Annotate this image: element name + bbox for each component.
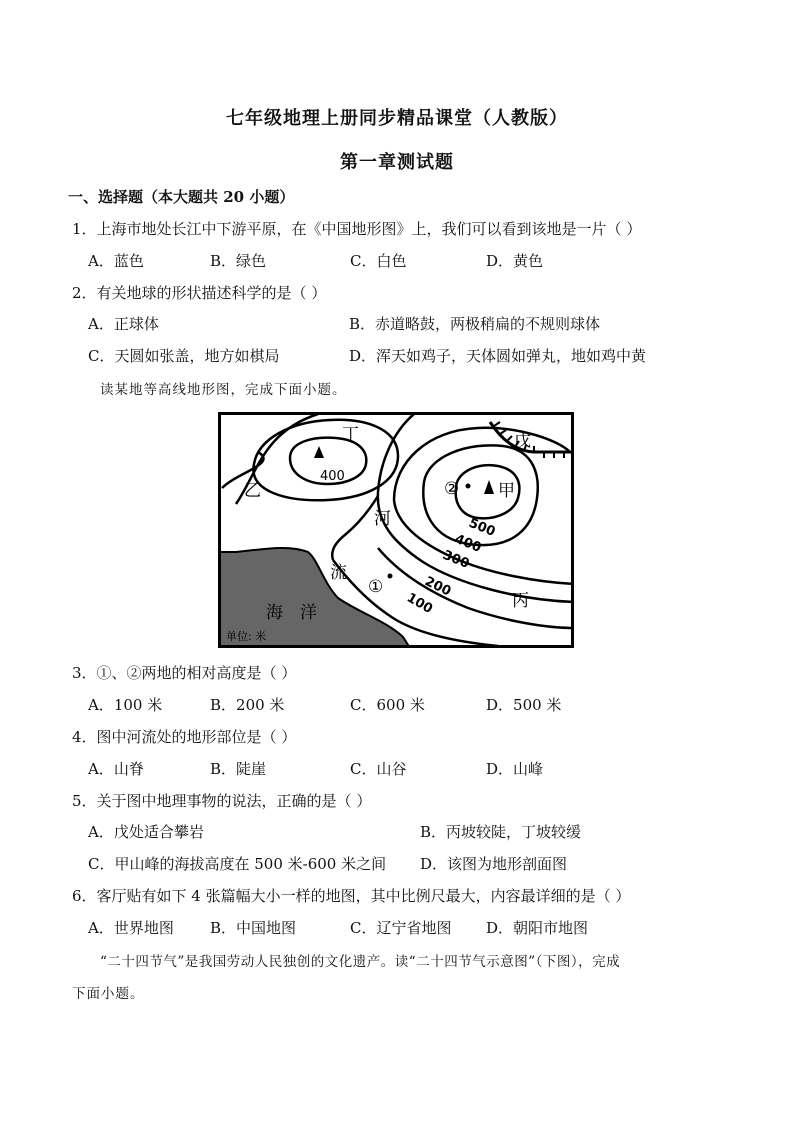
q3-option-d: D．500 米 — [486, 696, 562, 714]
solar-terms-intro-line2: 下面小题。 — [72, 986, 145, 1002]
label-jia: 甲 — [498, 481, 515, 501]
q6-option-c: C．辽宁省地图 — [350, 919, 452, 937]
point-1-dot — [388, 574, 393, 579]
q4-option-c: C．山谷 — [350, 760, 407, 778]
question-3-stem: 3．①、②两地的相对高度是（ ） — [72, 664, 297, 682]
label-liu: 流 — [330, 563, 347, 583]
label-he: 河 — [374, 509, 391, 529]
section-heading: 一、选择题（本大题共 20 小题） — [68, 188, 295, 206]
point-2-dot — [466, 484, 471, 489]
cliff-line — [490, 422, 574, 452]
q3-option-c: C．600 米 — [350, 696, 425, 714]
q4-option-b: B．陡崖 — [210, 760, 267, 778]
q1-option-d: D．黄色 — [486, 252, 544, 270]
q5-option-c: C．甲山峰的海拔高度在 500 米-600 米之间 — [88, 855, 387, 873]
solar-terms-intro-line1: “二十四节气”是我国劳动人民独创的文化遗产。读“二十四节气示意图”（下图），完成 — [100, 954, 621, 970]
elevation-200: 200 — [422, 574, 454, 600]
elevation-400-right: 400 — [452, 531, 484, 556]
question-6-stem: 6．客厅贴有如下 4 张篇幅大小一样的地图，其中比例尺最大，内容最详细的是（ ） — [72, 887, 631, 905]
contour-200 — [378, 548, 574, 628]
label-point-1: ① — [368, 577, 384, 597]
page-title: 七年级地理上册同步精品课堂（人教版） — [226, 108, 568, 129]
question-5-stem: 5．关于图中地理事物的说法，正确的是（ ） — [72, 792, 372, 810]
q1-option-b: B．绿色 — [210, 252, 267, 270]
label-sea: 海 洋 — [266, 603, 317, 623]
peak-ding-icon — [314, 446, 324, 458]
q5-option-b: B．丙坡较陡，丁坡较缓 — [420, 823, 582, 841]
q5-option-a: A．戊处适合攀岩 — [88, 823, 204, 841]
q3-option-a: A．100 米 — [88, 696, 163, 714]
q6-option-b: B．中国地图 — [210, 919, 297, 937]
contour-river-bend — [332, 496, 378, 560]
elevation-100: 100 — [404, 590, 436, 618]
elevation-300: 300 — [440, 547, 472, 572]
label-point-2: ② — [444, 479, 460, 499]
map-intro-note: 读某地等高线地形图，完成下面小题。 — [100, 382, 347, 398]
question-1-stem: 1．上海市地处长江中下游平原，在《中国地形图》上，我们可以看到该地是一片（ ） — [72, 220, 642, 238]
label-unit: 单位: 米 — [226, 630, 267, 643]
q2-option-c: C．天圆如张盖，地方如棋局 — [88, 347, 280, 365]
q4-option-d: D．山峰 — [486, 760, 544, 778]
question-2-stem: 2．有关地球的形状描述科学的是（ ） — [72, 284, 327, 302]
q2-option-d: D．浑天如鸡子，天体圆如弹丸，地如鸡中黄 — [349, 347, 647, 365]
label-yi: 乙 — [244, 481, 261, 501]
q5-option-d: D．该图为地形剖面图 — [420, 855, 568, 873]
q4-option-a: A．山脊 — [88, 760, 144, 778]
q3-option-b: B．200 米 — [210, 696, 285, 714]
label-bing: 丙 — [512, 591, 529, 611]
q2-option-b: B．赤道略鼓，两极稍扁的不规则球体 — [349, 315, 601, 333]
page-subtitle: 第一章测试题 — [340, 152, 454, 173]
question-4-stem: 4．图中河流处的地形部位是（ ） — [72, 728, 297, 746]
contour-map — [218, 412, 574, 648]
peak-jia-icon — [484, 480, 494, 494]
contour-ding-middle — [253, 420, 398, 500]
q2-option-a: A．正球体 — [88, 315, 159, 333]
q6-option-d: D．朝阳市地图 — [486, 919, 589, 937]
q6-option-a: A．世界地图 — [88, 919, 174, 937]
q1-option-c: C．白色 — [350, 252, 407, 270]
q1-option-a: A．蓝色 — [88, 252, 144, 270]
elevation-400-left: 400 — [320, 469, 345, 484]
elevation-500: 500 — [466, 515, 498, 540]
label-wu: 戊 — [514, 431, 531, 451]
label-ding: 丁 — [342, 425, 359, 445]
